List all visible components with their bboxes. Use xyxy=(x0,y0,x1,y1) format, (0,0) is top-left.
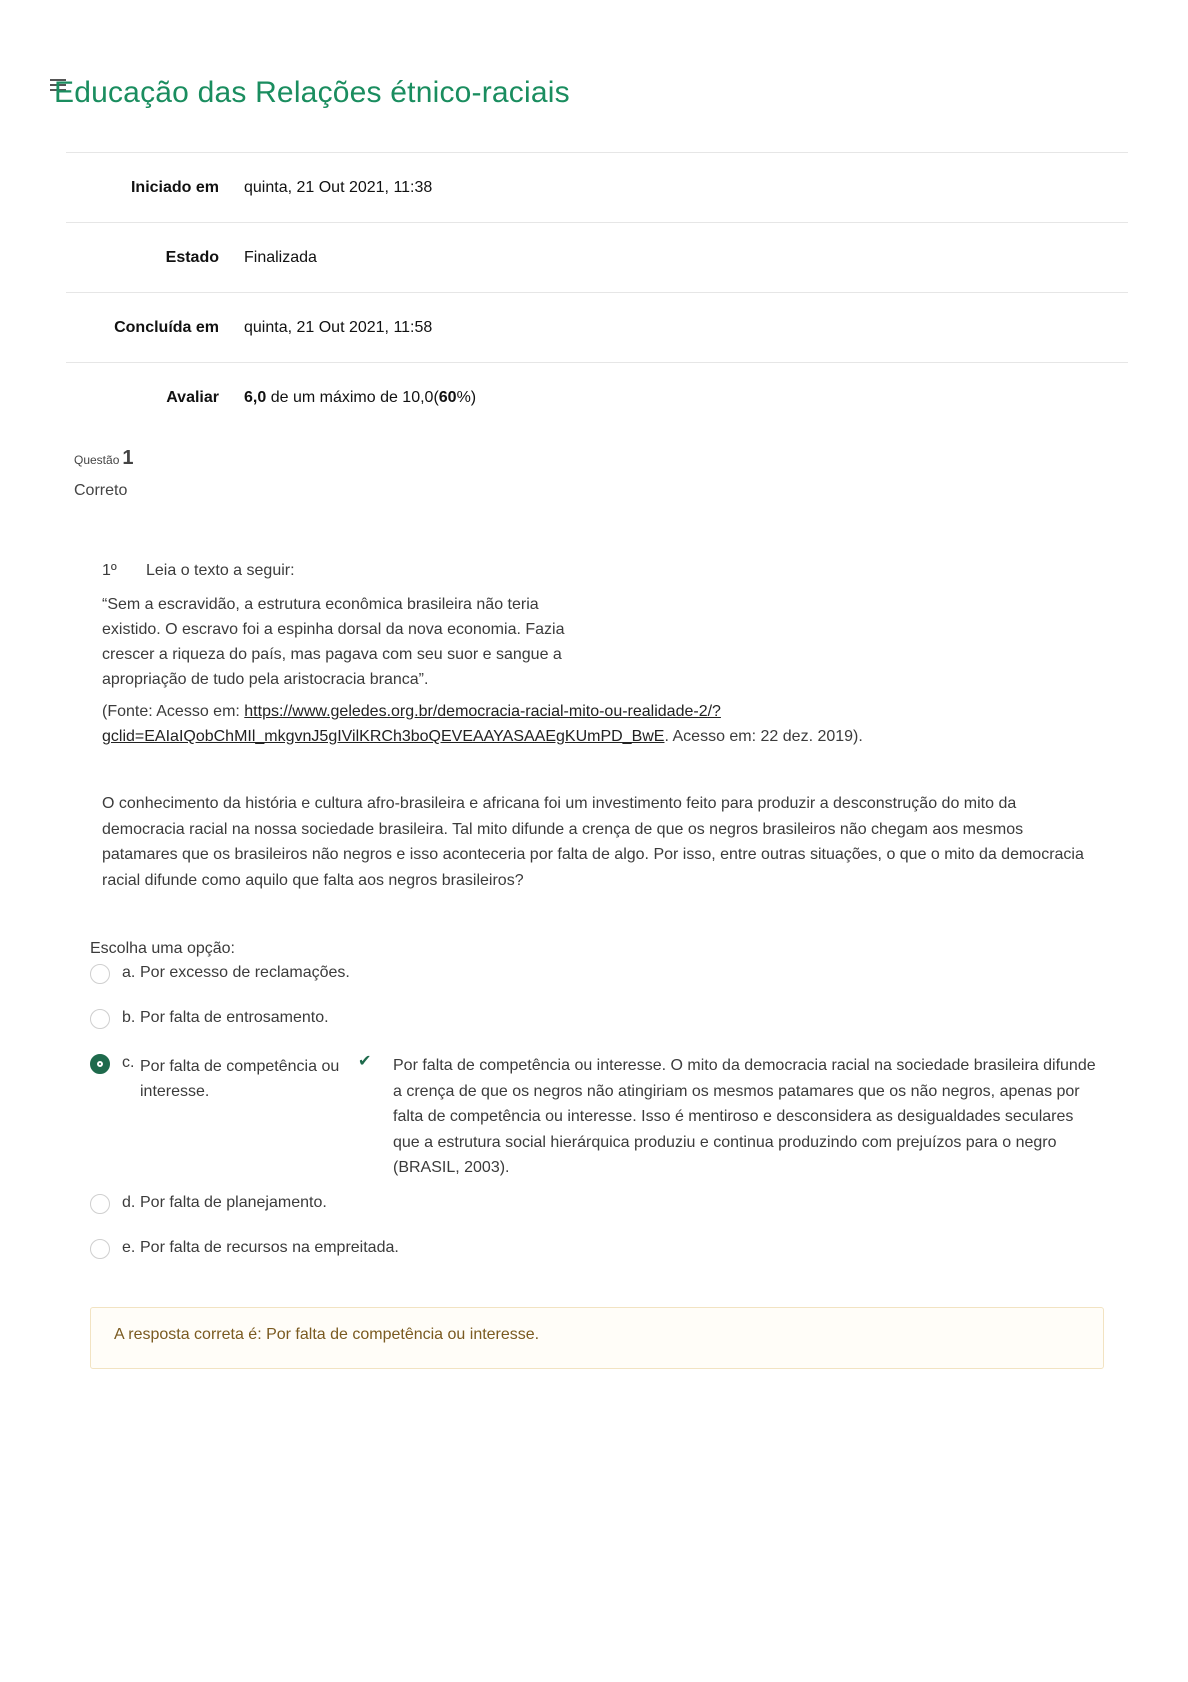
option-e[interactable] xyxy=(90,1239,1120,1284)
grade-score: 6,0 xyxy=(244,388,267,406)
source-suffix: . Acesso em: 22 dez. 2019). xyxy=(664,728,863,745)
question-state: Correto xyxy=(74,482,128,499)
option-text: Por falta de entrosamento. xyxy=(140,1009,329,1026)
summary-value: Finalizada xyxy=(244,248,317,266)
summary-value: quinta, 21 Out 2021, 11:38 xyxy=(244,178,433,196)
summary-row-state xyxy=(66,222,1128,292)
option-letter: a. xyxy=(122,964,136,981)
grade-middle: de um máximo de 10,0( xyxy=(266,388,439,406)
option-feedback: Por falta de competência ou interesse. O mito da democracia racial na sociedade brasileira difunde a crença de que os negros não atingiriam os mesmos patamares que os não negros, apenas por falta de competência ou interesse. Isso é mentiroso e desconsidera as desigualdades seculares que a estrutura social hierárquica produziu e continua produzindo com prejuízos para o negro (BRASIL, 2003). xyxy=(393,1057,1096,1176)
summary-label: Concluída em xyxy=(114,318,219,336)
option-label xyxy=(122,964,350,1009)
option-letter: c. xyxy=(122,1054,135,1071)
question-text xyxy=(102,562,1102,893)
radio-button[interactable] xyxy=(90,1239,110,1259)
summary-row-completed xyxy=(66,292,1128,362)
option-text: Por falta de recursos na empreitada. xyxy=(140,1239,399,1256)
quote-text: “Sem a escravidão, a estrutura econômica brasileira não teria existido. O escravo foi a espinha dorsal da nova economia. Fazia crescer a riqueza do país, mas pagava com seu suor e sangue a apropriação de tudo pela aristocracia branca”. xyxy=(102,596,565,688)
answer-options xyxy=(90,940,1120,1284)
correct-answer-box: A resposta correta é: Por falta de competência ou interesse. xyxy=(90,1307,1104,1369)
question-number xyxy=(74,447,134,470)
check-icon: ✔ xyxy=(358,1053,372,1070)
radio-button-checked[interactable] xyxy=(90,1054,110,1074)
grade-value xyxy=(244,389,476,407)
option-label xyxy=(122,1194,327,1239)
page-title: Educação das Relações étnico-raciais xyxy=(54,76,570,109)
question-number-value: 1 xyxy=(122,447,134,469)
radio-button[interactable] xyxy=(90,964,110,984)
radio-button[interactable] xyxy=(90,1194,110,1214)
source-prefix: (Fonte: Acesso em: xyxy=(102,703,245,720)
summary-value: quinta, 21 Out 2021, 11:58 xyxy=(244,318,433,336)
question-intro xyxy=(102,562,1102,580)
option-a[interactable] xyxy=(90,964,1120,1009)
grade-label: Avaliar xyxy=(166,388,219,406)
source-text xyxy=(102,699,922,749)
question-prefix: Questão xyxy=(74,453,120,467)
option-label xyxy=(122,1054,352,1194)
option-label xyxy=(122,1239,399,1284)
option-c[interactable] xyxy=(90,1054,1120,1194)
summary-row-started xyxy=(66,152,1128,222)
source-link[interactable]: https://www.geledes.org.br/democracia-racial-mito-ou-realidade-2/?gclid=EAIaIQobChMIl_mkgvnJ5gIVilKRCh3boQEVEAAYASAAEgKUmPD_BwE xyxy=(102,703,721,745)
summary-label: Estado xyxy=(165,248,219,266)
summary-row-grade xyxy=(66,362,1128,432)
option-b[interactable] xyxy=(90,1009,1120,1054)
summary-label: Iniciado em xyxy=(130,178,219,196)
option-label xyxy=(122,1009,329,1054)
choose-label: Escolha uma opção: xyxy=(90,940,235,957)
intro-text: Leia o texto a seguir: xyxy=(146,562,295,579)
option-text: Por falta de competência ou interesse. xyxy=(140,1058,340,1100)
question-info xyxy=(74,447,134,500)
question-body: O conhecimento da história e cultura afro-brasileira e africana foi um investimento feito para produzir a desconstrução do mito da democracia racial na nossa sociedade brasileira. Tal mito difunde a crença de que os negros brasileiros não chegam aos mesmos patamares que os brasileiros não negros e isso aconteceria por falta de algo. Por isso, entre outras situações, o que o mito da democracia racial difunde como aquilo que falta aos negros brasileiros? xyxy=(102,795,1084,889)
radio-button[interactable] xyxy=(90,1009,110,1029)
option-letter: e. xyxy=(122,1239,136,1256)
attempt-summary xyxy=(66,152,1128,432)
option-letter: b. xyxy=(122,1009,136,1026)
option-text: Por falta de planejamento. xyxy=(140,1194,327,1211)
grade-suffix: %) xyxy=(456,388,477,406)
option-letter: d. xyxy=(122,1194,136,1211)
option-text: Por excesso de reclamações. xyxy=(140,964,350,981)
grade-percent: 60 xyxy=(438,388,457,406)
option-d[interactable] xyxy=(90,1194,1120,1239)
intro-number: 1º xyxy=(102,562,117,579)
